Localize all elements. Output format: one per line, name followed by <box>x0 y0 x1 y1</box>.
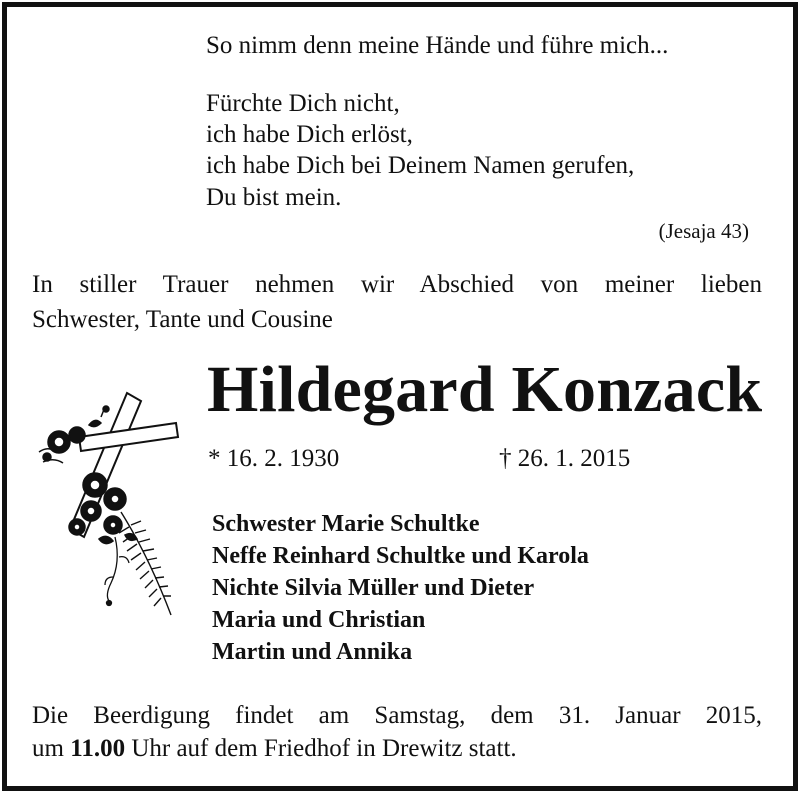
announcement-line: In stiller Trauer nehmen wir Abschied von meiner lieben <box>32 271 762 298</box>
funeral-text: um <box>32 735 71 762</box>
cross-with-roses-icon <box>29 387 189 627</box>
mourner-name: Maria und Christian <box>212 607 426 633</box>
funeral-time: 11.00 <box>70 735 126 762</box>
funeral-info-line: Die Beerdigung findet am Samstag, dem 31. Januar 2015, <box>32 702 762 729</box>
announcement-line: Schwester, Tante und Cousine <box>32 306 333 333</box>
verse-intro: So nimm denn meine Hände und führe mich... <box>206 32 669 59</box>
death-date: † 26. 1. 2015 <box>499 445 631 472</box>
verse-line: ich habe Dich bei Deinem Namen gerufen, <box>206 152 635 179</box>
verse-line: ich habe Dich erlöst, <box>206 121 413 148</box>
deceased-name: Hildegard Konzack <box>207 353 763 426</box>
obituary-notice <box>2 2 798 791</box>
mourner-name: Nichte Silvia Müller und Dieter <box>212 575 535 601</box>
verse-line: Du bist mein. <box>206 184 342 211</box>
funeral-text: Uhr auf dem Friedhof in Drewitz statt. <box>125 735 517 762</box>
mourner-name: Martin und Annika <box>212 639 413 665</box>
funeral-info-line <box>32 734 517 764</box>
verse-line: Fürchte Dich nicht, <box>206 90 400 117</box>
mourner-name: Schwester Marie Schultke <box>212 511 480 537</box>
birth-date: * 16. 2. 1930 <box>208 445 340 472</box>
mourner-name: Neffe Reinhard Schultke und Karola <box>212 543 589 569</box>
verse-source: (Jesaja 43) <box>658 219 749 243</box>
